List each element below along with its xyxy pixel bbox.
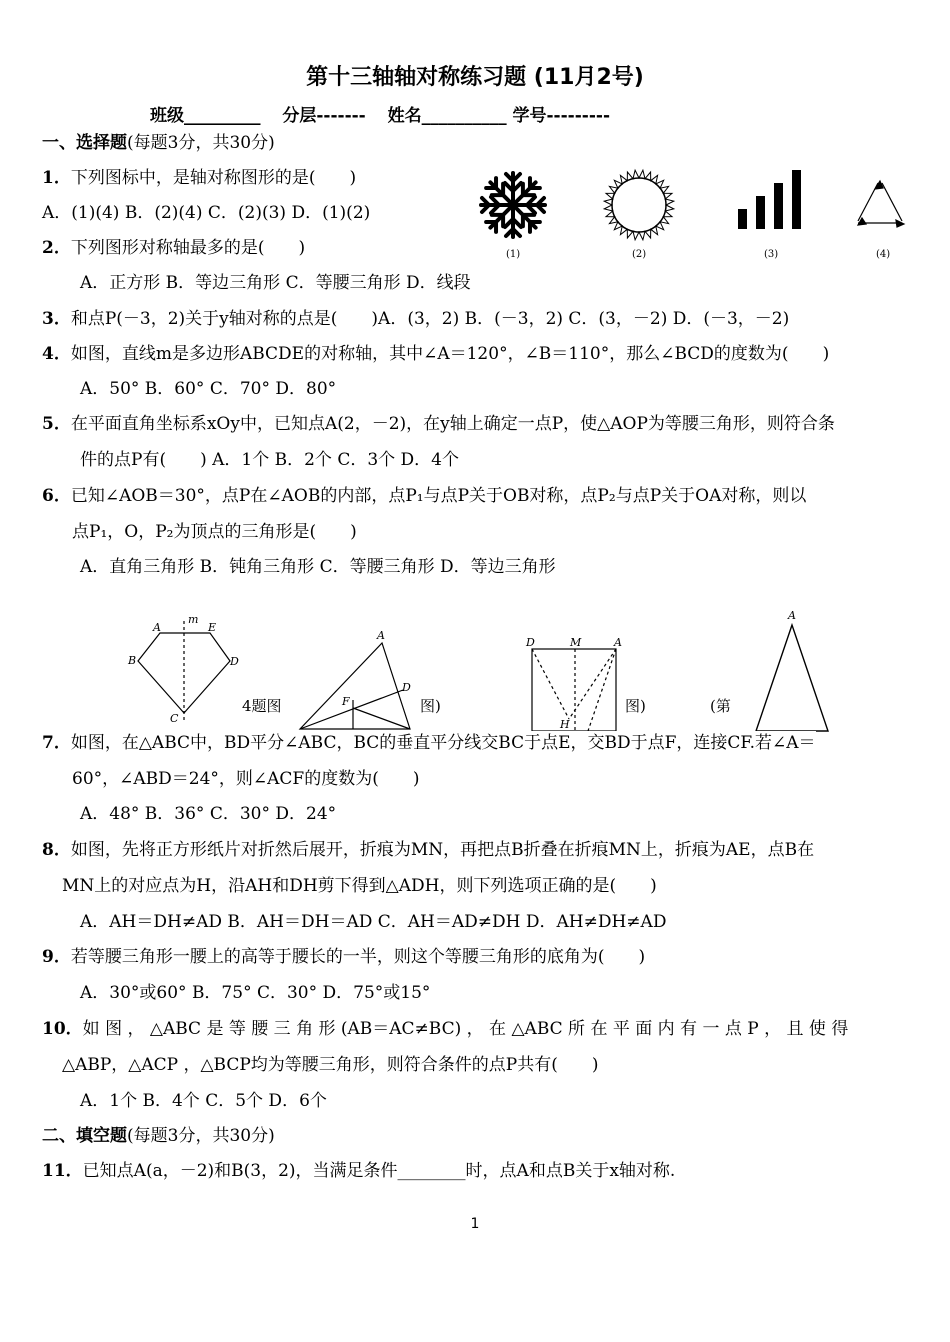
- snowflake-icon: [481, 173, 545, 237]
- question-6-options: A．直角三角形 B．钝角三角形 C．等腰三角形 D．等边三角形: [80, 557, 556, 577]
- fig8-label-a: A: [614, 636, 622, 649]
- question-4-number: 4．: [42, 344, 71, 364]
- question-8-line2: MN上的对应点为H，沿AH和DH剪下得到△ADH，则下列选项正确的是( ): [62, 876, 657, 896]
- question-10-text: 如 图 ， △ABC 是 等 腰 三 角 形 (AB＝AC≠BC) ， 在 △ABC 所 在 平 面 内 有 一 点 P ， 且 使 得: [82, 1019, 849, 1039]
- question-10-options: A．1个 B．4个 C．5个 D．6个: [80, 1091, 327, 1111]
- question-1: [42, 166, 356, 190]
- name-label: 姓名: [387, 106, 422, 126]
- fig7-caption: 图): [420, 697, 441, 715]
- icon-label-1: (1): [506, 249, 521, 260]
- question-3: [42, 307, 789, 331]
- question-8: [42, 838, 814, 862]
- fig4-label-c: C: [170, 712, 179, 725]
- fig7-label-a: A: [377, 629, 385, 642]
- fig4-label-m: m: [188, 613, 199, 626]
- signal-bars-icon: [738, 170, 801, 229]
- question-7-line2: 60°，∠ABD＝24°，则∠ACF的度数为( ): [72, 769, 420, 789]
- figure-8-square: [532, 649, 616, 731]
- sun-rays: [604, 170, 674, 240]
- question-11-text: 已知点A(a，－2)和B(3，2)，当满足条件________时，点A和点B关于x轴对称.: [82, 1161, 676, 1181]
- id-label: 学号: [512, 106, 547, 126]
- question-2: [42, 236, 305, 260]
- question-4-options: A．50° B．60° C．70° D．80°: [80, 379, 337, 399]
- class-blank: _________: [184, 106, 261, 126]
- question-6-number: 6．: [42, 486, 71, 506]
- section1-heading: [42, 131, 275, 155]
- fig4-caption: 4题图: [242, 697, 282, 715]
- question-3-number: 3．: [42, 309, 71, 329]
- fig10-label-a: A: [788, 609, 796, 622]
- figure-7-triangle: [300, 643, 410, 729]
- question-5-number: 5．: [42, 414, 71, 434]
- level-blank: -------: [316, 106, 366, 126]
- question-9-number: 9．: [42, 947, 71, 967]
- figure-10-triangle: [756, 625, 828, 731]
- question-1-options: A．(1)(4) B．(2)(4) C．(2)(3) D．(1)(2): [42, 203, 371, 223]
- question-7: [42, 731, 816, 755]
- question-7-text: 如图，在△ABC中，BD平分∠ABC，BC的垂直平分线交BC于点E，交BD于点F，连接CF.若∠A＝: [70, 733, 816, 753]
- fig4-label-e: E: [208, 621, 217, 634]
- question-5-line2: 件的点P有( ) A．1个 B．2个 C．3个 D．4个: [80, 450, 459, 470]
- question-7-number: 7．: [42, 733, 71, 753]
- question-11-number: 11．: [42, 1161, 83, 1181]
- question-8-number: 8．: [42, 840, 71, 860]
- question-2-options: A．正方形 B．等边三角形 C．等腰三角形 D．线段: [80, 273, 471, 293]
- question-1-number: 1．: [42, 168, 71, 188]
- section2-note: (每题3分，共30分): [127, 1126, 275, 1146]
- fig7-label-d: D: [402, 681, 411, 694]
- question-3-text: 和点P(－3，2)关于y轴对称的点是( )A．(3，2) B．(－3，2) C．(3，－2) D．(－3，－2): [70, 309, 790, 329]
- question-6-text: 已知∠AOB＝30°，点P在∠AOB的内部，点P₁与点P关于OB对称，点P₂与点P关于OA对称，则以: [70, 486, 807, 506]
- question-4-text: 如图，直线m是多边形ABCDE的对称轴，其中∠A＝120°，∠B＝110°，那么∠BCD的度数为( ): [70, 344, 830, 364]
- question-5: [42, 412, 835, 436]
- page-number: 1: [470, 1216, 480, 1232]
- question-10-line2: △ABP，△ACP ，△BCP均为等腰三角形，则符合条件的点P共有( ): [62, 1055, 599, 1075]
- section1-note: (每题3分，共30分): [127, 133, 275, 153]
- fig8-caption: 图): [625, 697, 646, 715]
- class-label: 班级: [150, 106, 184, 126]
- icon-label-2: (2): [632, 249, 647, 260]
- icon-label-4: (4): [876, 249, 891, 260]
- section2-heading: [42, 1124, 275, 1148]
- fig8-label-m: M: [570, 636, 582, 649]
- question-9-options: A．30°或60° B．75° C．30° D．75°或15°: [80, 983, 431, 1003]
- student-info-row: [150, 101, 610, 126]
- question-11: [42, 1159, 675, 1183]
- question-5-text: 在平面直角坐标系xOy中，已知点A(2，－2)，在y轴上确定一点P，使△AOP为等腰三角形，则符合条: [70, 414, 835, 434]
- icon-label-3: (3): [764, 249, 779, 260]
- question-2-number: 2．: [42, 238, 71, 258]
- fig7-label-f: F: [342, 695, 350, 708]
- fig10-caption: (第: [710, 697, 731, 715]
- fig4-label-d: D: [230, 655, 239, 668]
- question-9: [42, 945, 645, 969]
- sun-icon: [604, 170, 674, 240]
- question-10-number: 10．: [42, 1019, 83, 1039]
- fig8-label-d: D: [526, 636, 535, 649]
- figure-4-pentagon: [138, 621, 230, 721]
- level-label: 分层: [282, 106, 317, 126]
- id-blank: ---------: [546, 106, 611, 126]
- section1-title: 一、选择题: [42, 133, 127, 153]
- question-6: [42, 484, 806, 508]
- question-2-text: 下列图形对称轴最多的是( ): [70, 238, 306, 258]
- question-7-options: A．48° B．36° C．30° D．24°: [80, 804, 337, 824]
- question-8-options: A．AH＝DH≠AD B．AH＝DH＝AD C．AH＝AD≠DH D．AH≠DH≠AD: [80, 912, 667, 932]
- question-6-line2: 点P₁，O，P₂为顶点的三角形是( ): [72, 522, 357, 542]
- section2-title: 二、填空题: [42, 1126, 127, 1146]
- fig8-label-h: H: [560, 718, 570, 731]
- question-1-text: 下列图标中，是轴对称图形的是( ): [70, 168, 357, 188]
- question-9-text: 若等腰三角形一腰上的高等于腰长的一半，则这个等腰三角形的底角为( ): [70, 947, 646, 967]
- page-title: 第十三轴轴对称练习题 (11月2号): [306, 65, 644, 90]
- question-1-icons: [470, 165, 930, 265]
- question-10: [42, 1017, 848, 1041]
- fig4-label-a: A: [153, 621, 161, 634]
- name-blank: __________: [421, 106, 507, 126]
- question-8-text: 如图，先将正方形纸片对折然后展开，折痕为MN，再把点B折叠在折痕MN上，折痕为AE，点B在: [70, 840, 815, 860]
- figures-row: [120, 605, 920, 750]
- question-4: [42, 342, 829, 366]
- triangle-arrows-icon: [858, 181, 904, 227]
- fig4-label-b: B: [128, 654, 137, 667]
